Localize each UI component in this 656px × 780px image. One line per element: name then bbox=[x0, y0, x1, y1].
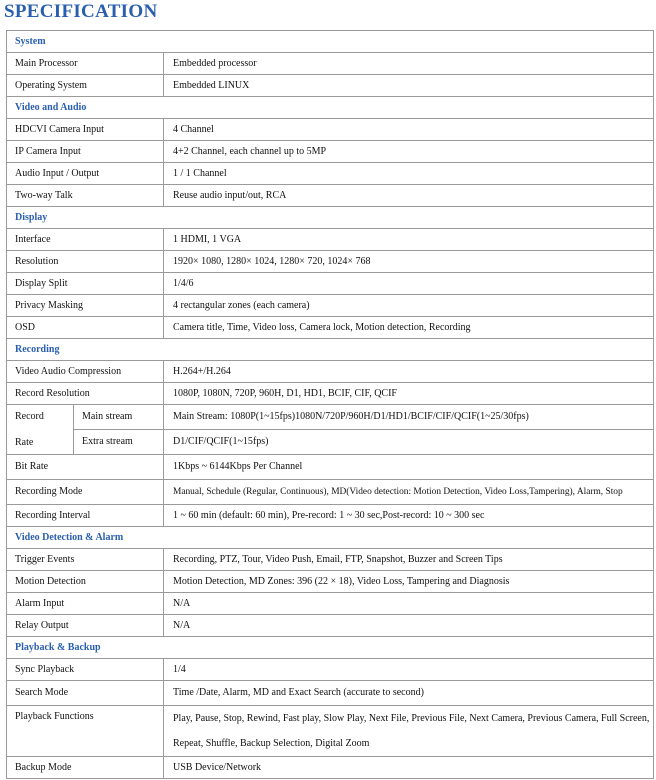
row-value: Recording, PTZ, Tour, Video Push, Email, FTP, Snapshot, Buzzer and Screen Tips bbox=[164, 549, 654, 571]
row-value: 1 / 1 Channel bbox=[164, 163, 654, 185]
section-row bbox=[7, 207, 654, 229]
row-label: Resolution bbox=[7, 251, 164, 273]
row-label: Backup Mode bbox=[7, 757, 164, 779]
page-title: SPECIFICATION bbox=[4, 1, 158, 22]
table-row bbox=[7, 681, 654, 706]
table-row bbox=[7, 273, 654, 295]
table-row bbox=[7, 317, 654, 339]
row-value: 1 ~ 60 min (default: 60 min), Pre-record: 1 ~ 30 sec,Post-record: 10 ~ 300 sec bbox=[164, 505, 654, 527]
section-row bbox=[7, 637, 654, 659]
section-detection: Video Detection & Alarm bbox=[7, 527, 654, 549]
row-label: Record Resolution bbox=[7, 383, 164, 405]
row-value: 1Kbps ~ 6144Kbps Per Channel bbox=[164, 455, 654, 480]
table-row bbox=[7, 75, 654, 97]
section-video-audio: Video and Audio bbox=[7, 97, 654, 119]
row-label: Trigger Events bbox=[7, 549, 164, 571]
row-value: Embedded processor bbox=[164, 53, 654, 75]
row-value: N/A bbox=[164, 615, 654, 637]
row-value: 1080P, 1080N, 720P, 960H, D1, HD1, BCIF, CIF, QCIF bbox=[164, 383, 654, 405]
section-recording: Recording bbox=[7, 339, 654, 361]
row-value: Time /Date, Alarm, MD and Exact Search (accurate to second) bbox=[164, 681, 654, 706]
row-value: 1/4/6 bbox=[164, 273, 654, 295]
row-label: HDCVI Camera Input bbox=[7, 119, 164, 141]
table-row bbox=[7, 571, 654, 593]
section-row bbox=[7, 527, 654, 549]
table-row bbox=[7, 53, 654, 75]
row-label: IP Camera Input bbox=[7, 141, 164, 163]
table-row bbox=[7, 480, 654, 505]
table-row bbox=[7, 119, 654, 141]
section-system: System bbox=[7, 31, 654, 53]
table-row bbox=[7, 593, 654, 615]
record-rate-label bbox=[7, 405, 74, 455]
section-row bbox=[7, 31, 654, 53]
section-playback: Playback & Backup bbox=[7, 637, 654, 659]
table-row bbox=[7, 549, 654, 571]
row-label: Sync Playback bbox=[7, 659, 164, 681]
row-value: 4 Channel bbox=[164, 119, 654, 141]
table-row bbox=[7, 455, 654, 480]
extra-stream-value: D1/CIF/QCIF(1~15fps) bbox=[164, 430, 654, 455]
row-value: Reuse audio input/out, RCA bbox=[164, 185, 654, 207]
record-rate-label-line-1: Record bbox=[15, 410, 44, 422]
row-value: Embedded LINUX bbox=[164, 75, 654, 97]
row-value: 4+2 Channel, each channel up to 5MP bbox=[164, 141, 654, 163]
table-row bbox=[7, 405, 654, 430]
table-row bbox=[7, 295, 654, 317]
row-value: 4 rectangular zones (each camera) bbox=[164, 295, 654, 317]
row-value: USB Device/Network bbox=[164, 757, 654, 779]
row-value: 1/4 bbox=[164, 659, 654, 681]
row-label: Video Audio Compression bbox=[7, 361, 164, 383]
table-row bbox=[7, 430, 654, 455]
table-row bbox=[7, 706, 654, 757]
extra-stream-label: Extra stream bbox=[74, 430, 164, 455]
row-label: Interface bbox=[7, 229, 164, 251]
table-row bbox=[7, 185, 654, 207]
table-row bbox=[7, 163, 654, 185]
table-row bbox=[7, 659, 654, 681]
main-stream-value: Main Stream: 1080P(1~15fps)1080N/720P/960H/D1/HD1/BCIF/CIF/QCIF(1~25/30fps) bbox=[164, 405, 654, 430]
row-value: N/A bbox=[164, 593, 654, 615]
row-label: Main Processor bbox=[7, 53, 164, 75]
table-row bbox=[7, 141, 654, 163]
row-label: Two-way Talk bbox=[7, 185, 164, 207]
table-row bbox=[7, 361, 654, 383]
row-label: Relay Output bbox=[7, 615, 164, 637]
table-row bbox=[7, 757, 654, 779]
row-label: Privacy Masking bbox=[7, 295, 164, 317]
row-label: Recording Interval bbox=[7, 505, 164, 527]
row-value: Play, Pause, Stop, Rewind, Fast play, Slow Play, Next File, Previous File, Next Camera, Previous Camera, Full Screen, Repeat, Shuffle, Backup Selection, Digital Zoom bbox=[164, 706, 654, 757]
row-label: Alarm Input bbox=[7, 593, 164, 615]
section-row bbox=[7, 339, 654, 361]
table-row bbox=[7, 229, 654, 251]
section-display: Display bbox=[7, 207, 654, 229]
row-label: Display Split bbox=[7, 273, 164, 295]
row-label: Motion Detection bbox=[7, 571, 164, 593]
row-value: 1920× 1080, 1280× 1024, 1280× 720, 1024× 768 bbox=[164, 251, 654, 273]
section-row bbox=[7, 97, 654, 119]
table-row bbox=[7, 251, 654, 273]
row-label: Audio Input / Output bbox=[7, 163, 164, 185]
specification-table bbox=[6, 30, 654, 779]
row-value: H.264+/H.264 bbox=[164, 361, 654, 383]
record-rate-label-line-2: Rate bbox=[15, 436, 34, 448]
main-stream-label: Main stream bbox=[74, 405, 164, 430]
table-row bbox=[7, 383, 654, 405]
table-row bbox=[7, 505, 654, 527]
row-label: Playback Functions bbox=[7, 706, 164, 757]
row-value: 1 HDMI, 1 VGA bbox=[164, 229, 654, 251]
table-row bbox=[7, 615, 654, 637]
row-label: OSD bbox=[7, 317, 164, 339]
row-label: Recording Mode bbox=[7, 480, 164, 505]
row-value: Camera title, Time, Video loss, Camera lock, Motion detection, Recording bbox=[164, 317, 654, 339]
row-label: Search Mode bbox=[7, 681, 164, 706]
row-label: Operating System bbox=[7, 75, 164, 97]
row-label: Bit Rate bbox=[7, 455, 164, 480]
row-value: Manual, Schedule (Regular, Continuous), MD(Video detection: Motion Detection, Video Loss,Tampering), Alarm, Stop bbox=[164, 480, 654, 505]
row-value: Motion Detection, MD Zones: 396 (22 × 18), Video Loss, Tampering and Diagnosis bbox=[164, 571, 654, 593]
